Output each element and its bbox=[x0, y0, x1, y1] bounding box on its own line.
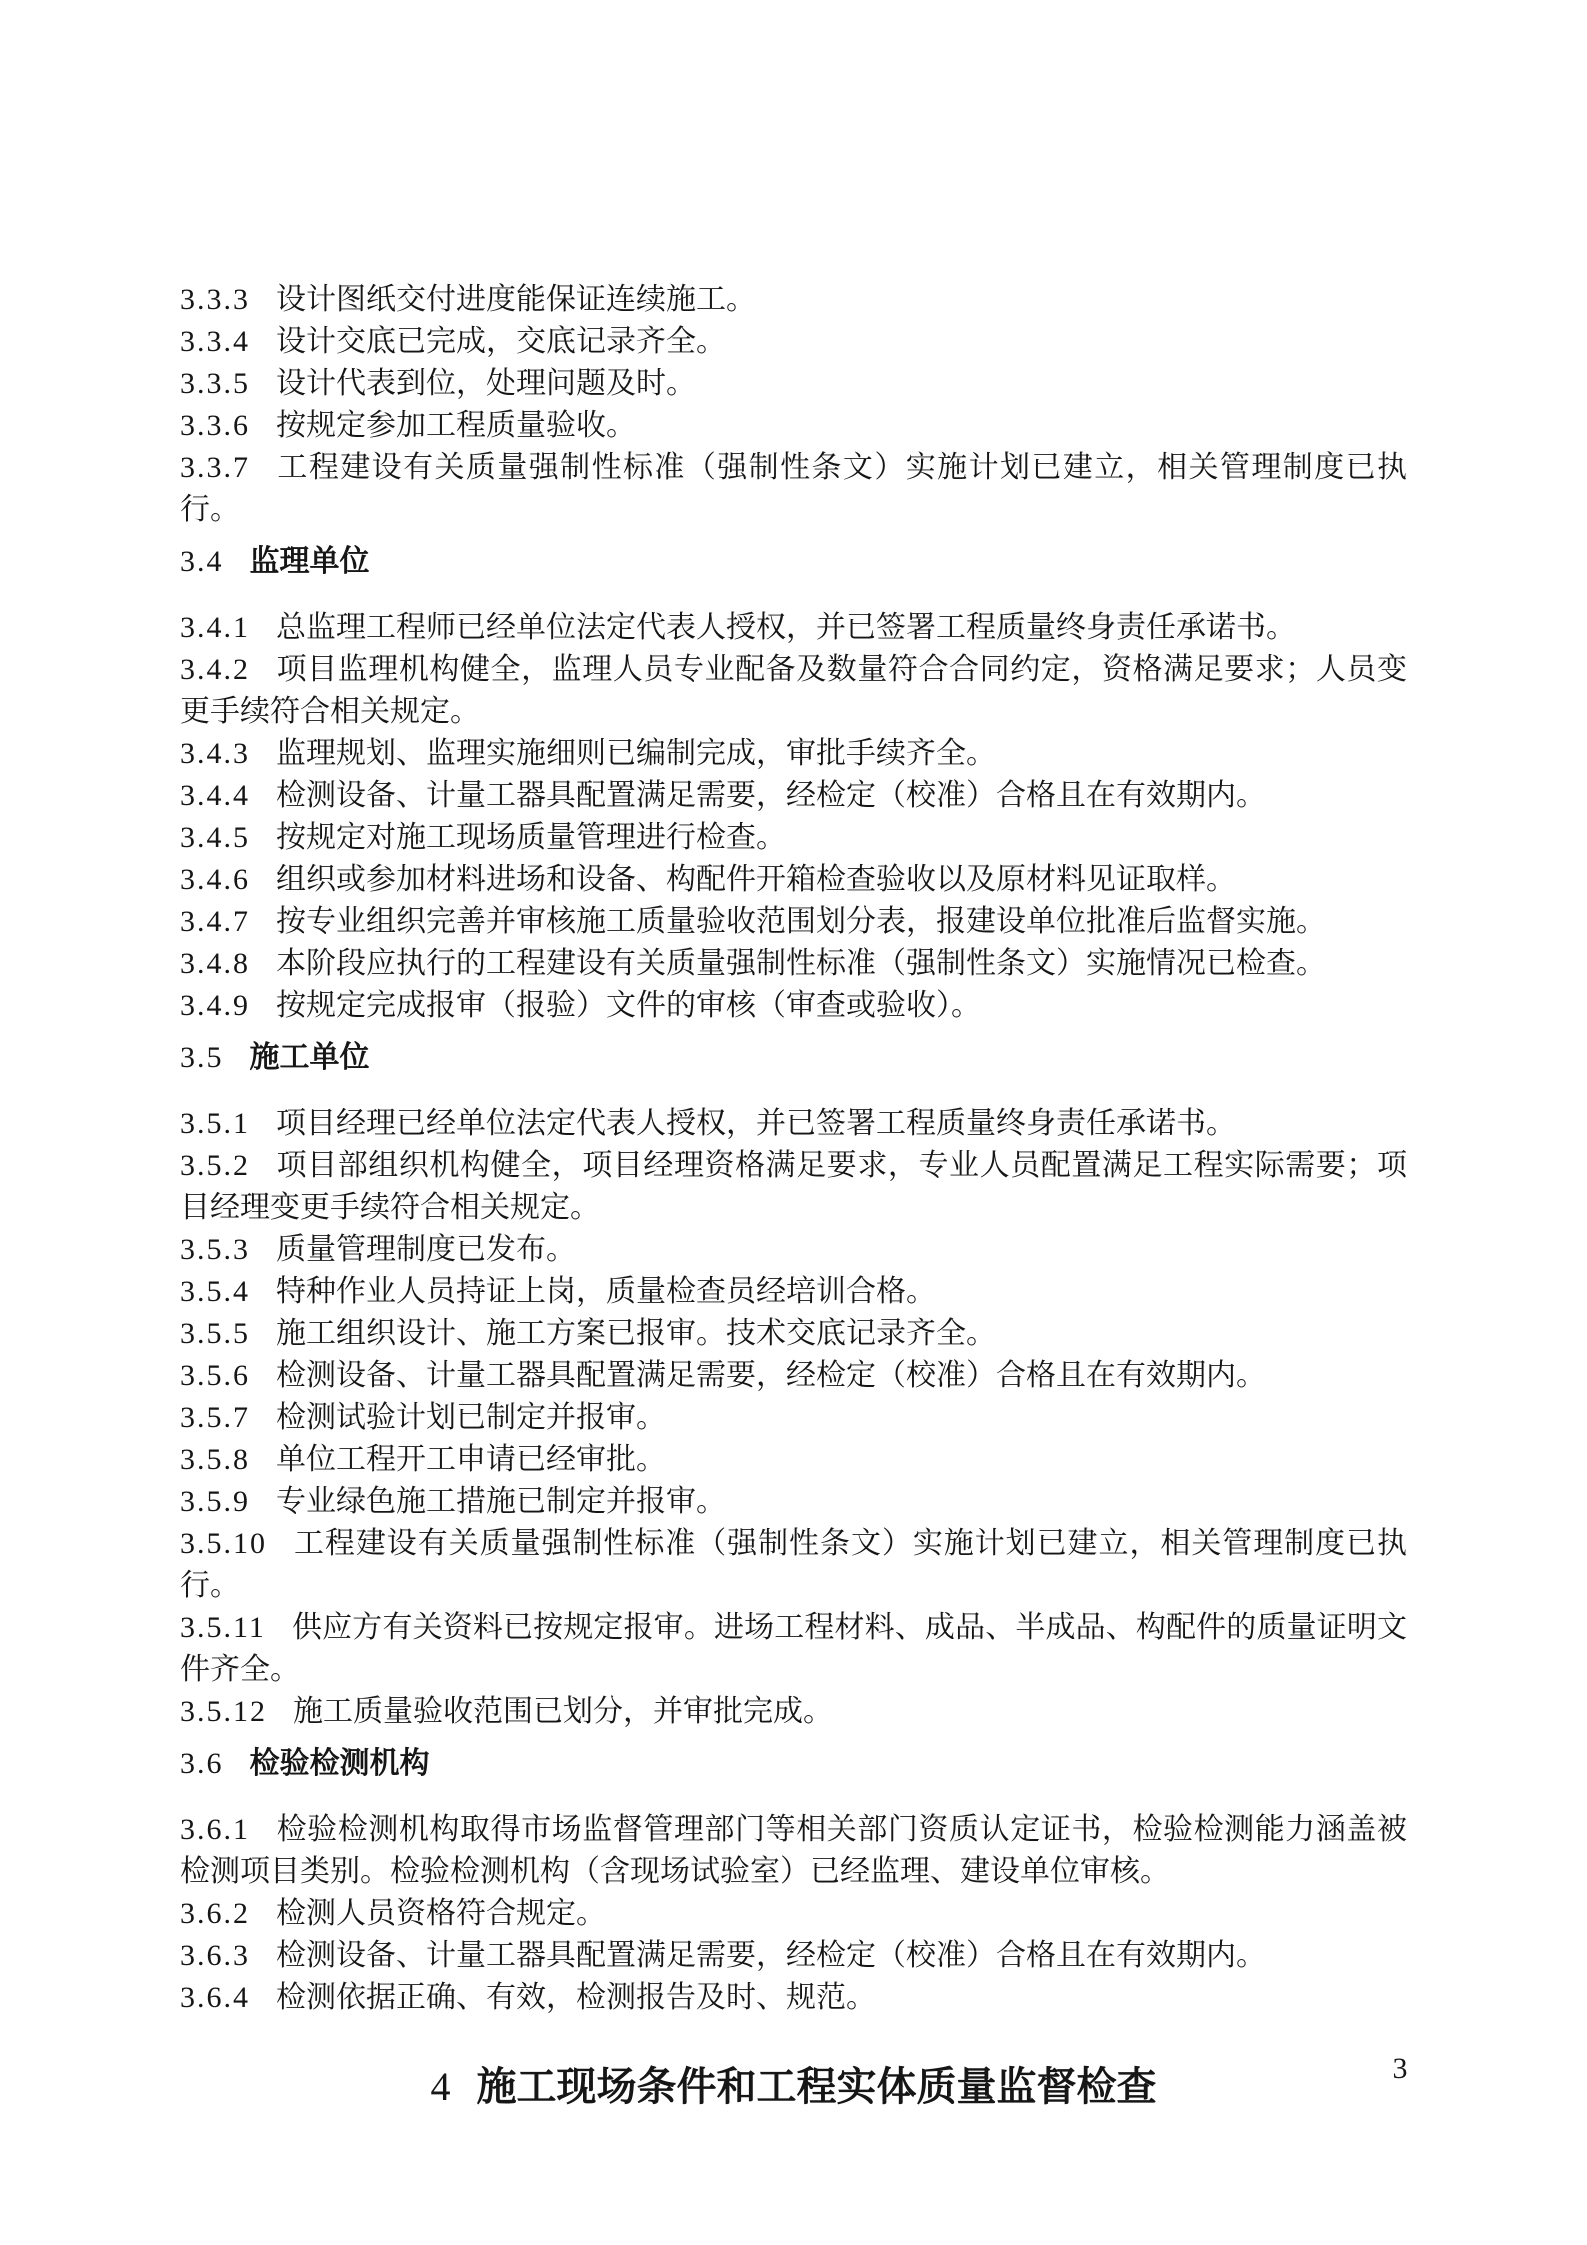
clause-text: 项目监理机构健全，监理人员专业配备及数量符合合同约定，资格满足要求；人员变更手续符合相关规定。 bbox=[180, 653, 1407, 728]
clause-item bbox=[180, 1809, 1407, 1893]
clause-item bbox=[180, 1481, 1407, 1523]
clause-number: 3.6.4 bbox=[180, 1981, 250, 2014]
clause-number: 3.4.3 bbox=[180, 737, 250, 770]
clause-item bbox=[180, 775, 1407, 817]
clause-item bbox=[180, 405, 1407, 447]
clause-item bbox=[180, 943, 1407, 985]
clause-item bbox=[180, 1935, 1407, 1977]
clause-number: 3.4.1 bbox=[180, 611, 250, 644]
clause-text: 检验检测机构取得市场监督管理部门等相关部门资质认定证书，检验检测能力涵盖被检测项目类别。检验检测机构（含现场试验室）已经监理、建设单位审核。 bbox=[180, 1813, 1407, 1888]
clause-number: 3.3.3 bbox=[180, 283, 250, 316]
section-title: 施工单位 bbox=[249, 1041, 370, 1074]
clause-number: 3.5.8 bbox=[180, 1443, 250, 1476]
clause-number: 3.4.8 bbox=[180, 947, 250, 980]
clause-number: 3.4.9 bbox=[180, 989, 250, 1022]
clause-number: 3.5.11 bbox=[180, 1611, 266, 1644]
clause-text: 本阶段应执行的工程建设有关质量强制性标准（强制性条文）实施情况已检查。 bbox=[276, 947, 1326, 980]
clause-text: 设计代表到位，处理问题及时。 bbox=[276, 367, 696, 400]
clause-item bbox=[180, 1893, 1407, 1935]
clause-number: 3.3.6 bbox=[180, 409, 250, 442]
clause-text: 按规定完成报审（报验）文件的审核（审查或验收）。 bbox=[276, 989, 981, 1022]
clause-number: 3.5.6 bbox=[180, 1359, 250, 1392]
clause-item bbox=[180, 1397, 1407, 1439]
clause-text: 项目部组织机构健全，项目经理资格满足要求，专业人员配置满足工程实际需要；项目经理变更手续符合相关规定。 bbox=[180, 1149, 1407, 1224]
clause-text: 供应方有关资料已按规定报审。进场工程材料、成品、半成品、构配件的质量证明文件齐全。 bbox=[180, 1611, 1407, 1686]
clause-number: 3.5.9 bbox=[180, 1485, 250, 1518]
clause-text: 专业绿色施工措施已制定并报审。 bbox=[276, 1485, 726, 1518]
clause-number: 3.5.5 bbox=[180, 1317, 250, 1350]
chapter-title: 施工现场条件和工程实体质量监督检查 bbox=[476, 2065, 1157, 2109]
clause-item bbox=[180, 901, 1407, 943]
clause-number: 3.4.2 bbox=[180, 653, 250, 686]
clause-number: 3.3.7 bbox=[180, 451, 250, 484]
clause-item bbox=[180, 1607, 1407, 1691]
chapter-heading bbox=[180, 2059, 1407, 2115]
clause-text: 组织或参加材料进场和设备、构配件开箱检查验收以及原材料见证取样。 bbox=[276, 863, 1236, 896]
clause-list bbox=[180, 279, 1407, 2019]
clause-number: 3.5.2 bbox=[180, 1149, 250, 1182]
clause-item bbox=[180, 1313, 1407, 1355]
clause-item bbox=[180, 1355, 1407, 1397]
clause-text: 监理规划、监理实施细则已编制完成，审批手续齐全。 bbox=[276, 737, 996, 770]
clause-text: 总监理工程师已经单位法定代表人授权，并已签署工程质量终身责任承诺书。 bbox=[276, 611, 1296, 644]
clause-text: 检测试验计划已制定并报审。 bbox=[276, 1401, 666, 1434]
clause-number: 3.5.1 bbox=[180, 1107, 250, 1140]
clause-number: 3.5.10 bbox=[180, 1527, 267, 1560]
clause-text: 检测依据正确、有效，检测报告及时、规范。 bbox=[276, 1981, 876, 2014]
clause-item bbox=[180, 1523, 1407, 1607]
clause-text: 按专业组织完善并审核施工质量验收范围划分表，报建设单位批准后监督实施。 bbox=[276, 905, 1326, 938]
clause-item bbox=[180, 1145, 1407, 1229]
clause-text: 检测设备、计量工器具配置满足需要，经检定（校准）合格且在有效期内。 bbox=[276, 1939, 1266, 1972]
clause-text: 按规定参加工程质量验收。 bbox=[276, 409, 636, 442]
clause-text: 检测设备、计量工器具配置满足需要，经检定（校准）合格且在有效期内。 bbox=[276, 779, 1266, 812]
clause-item bbox=[180, 447, 1407, 531]
clause-item bbox=[180, 321, 1407, 363]
clause-text: 施工组织设计、施工方案已报审。技术交底记录齐全。 bbox=[276, 1317, 996, 1350]
section-title: 检验检测机构 bbox=[249, 1747, 430, 1780]
clause-number: 3.6.1 bbox=[180, 1813, 250, 1846]
clause-number: 3.4.5 bbox=[180, 821, 250, 854]
section-heading bbox=[180, 1037, 1407, 1079]
section-number: 3.4 bbox=[180, 545, 224, 578]
clause-number: 3.5.12 bbox=[180, 1695, 267, 1728]
clause-text: 施工质量验收范围已划分，并审批完成。 bbox=[293, 1695, 833, 1728]
clause-item bbox=[180, 1103, 1407, 1145]
clause-text: 工程建设有关质量强制性标准（强制性条文）实施计划已建立，相关管理制度已执行。 bbox=[180, 451, 1407, 526]
section-number: 3.5 bbox=[180, 1041, 224, 1074]
clause-number: 3.4.6 bbox=[180, 863, 250, 896]
clause-text: 工程建设有关质量强制性标准（强制性条文）实施计划已建立，相关管理制度已执行。 bbox=[180, 1527, 1407, 1602]
clause-text: 质量管理制度已发布。 bbox=[276, 1233, 576, 1266]
clause-number: 3.6.2 bbox=[180, 1897, 250, 1930]
section-title: 监理单位 bbox=[249, 545, 370, 578]
clause-text: 设计图纸交付进度能保证连续施工。 bbox=[276, 283, 756, 316]
clause-number: 3.3.4 bbox=[180, 325, 250, 358]
clause-item bbox=[180, 363, 1407, 405]
clause-item bbox=[180, 649, 1407, 733]
clause-text: 检测人员资格符合规定。 bbox=[276, 1897, 606, 1930]
document-content bbox=[180, 279, 1407, 2115]
chapter-number: 4 bbox=[430, 2064, 451, 2109]
clause-number: 3.5.4 bbox=[180, 1275, 250, 1308]
clause-item bbox=[180, 1977, 1407, 2019]
clause-text: 特种作业人员持证上岗，质量检查员经培训合格。 bbox=[276, 1275, 936, 1308]
clause-item bbox=[180, 279, 1407, 321]
page-number: 3 bbox=[1392, 2052, 1408, 2085]
clause-item bbox=[180, 607, 1407, 649]
clause-item bbox=[180, 1229, 1407, 1271]
clause-text: 单位工程开工申请已经审批。 bbox=[276, 1443, 666, 1476]
clause-number: 3.5.7 bbox=[180, 1401, 250, 1434]
clause-item bbox=[180, 985, 1407, 1027]
clause-text: 按规定对施工现场质量管理进行检查。 bbox=[276, 821, 786, 854]
clause-item bbox=[180, 859, 1407, 901]
clause-item bbox=[180, 1271, 1407, 1313]
clause-text: 项目经理已经单位法定代表人授权，并已签署工程质量终身责任承诺书。 bbox=[276, 1107, 1236, 1140]
clause-item bbox=[180, 817, 1407, 859]
clause-item bbox=[180, 733, 1407, 775]
clause-number: 3.5.3 bbox=[180, 1233, 250, 1266]
section-heading bbox=[180, 541, 1407, 583]
section-heading bbox=[180, 1743, 1407, 1785]
clause-number: 3.4.7 bbox=[180, 905, 250, 938]
clause-text: 设计交底已完成，交底记录齐全。 bbox=[276, 325, 726, 358]
clause-item bbox=[180, 1691, 1407, 1733]
section-number: 3.6 bbox=[180, 1747, 224, 1780]
clause-text: 检测设备、计量工器具配置满足需要，经检定（校准）合格且在有效期内。 bbox=[276, 1359, 1266, 1392]
clause-number: 3.4.4 bbox=[180, 779, 250, 812]
clause-item bbox=[180, 1439, 1407, 1481]
clause-number: 3.6.3 bbox=[180, 1939, 250, 1972]
clause-number: 3.3.5 bbox=[180, 367, 250, 400]
